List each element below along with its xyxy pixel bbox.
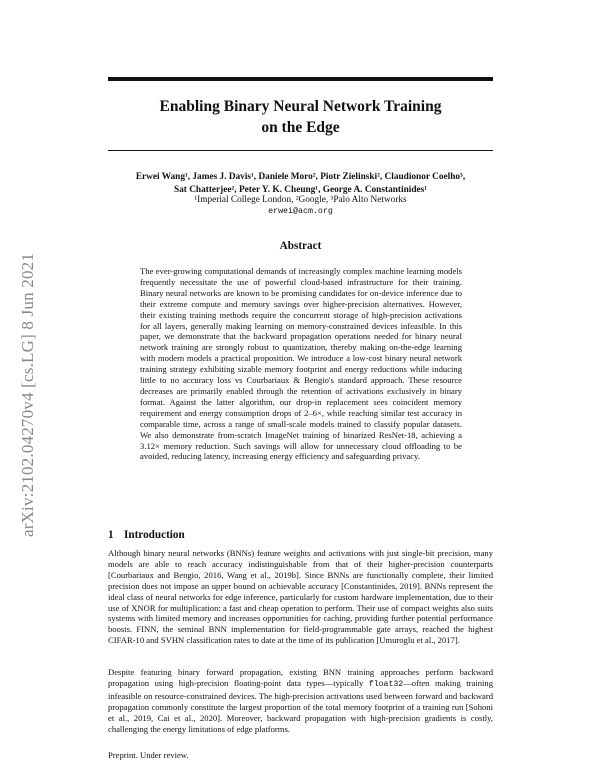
- authors-line-2: Sat Chatterjee², Peter Y. K. Cheung¹, George A. Constantinides¹: [173, 184, 428, 195]
- intro-paragraph-1: Although binary neural networks (BNNs) feature weights and activations with just single-bit precision, many models are able to reach accuracy indistinguishable from that of their higher-precision counterparts [Courbariaux and Bengio, 2016, Wang et al., 2019b]. Since BNNs are functionally complete, their limited precision does not impose an upper bound on achievable accuracy [Constantinides, 2019]. BNNs represent the ideal class of neural networks for edge inference, particularly for custom hardware implementation, due to their use of XNOR for multiplication: a fast and cheap operation to perform. Their use of compact weights also suits systems with limited memory and increases opportunities for caching, providing further potential performance boosts. FINN, the seminal BNN implementation for field-programmable gate arrays, reached the highest CIFAR-10 and SVHN classification rates to date at the time of its publication [Umuroglu et al., 2017].: [108, 548, 493, 646]
- abstract-heading: Abstract: [279, 240, 322, 252]
- intro-paragraph-2-part-b: —often making training infeasible on resource-constrained devices. The high-precision activations used between forward and backward propagation commonly constitute the largest proportion of the total memory footprint of a training run [Sohoni et al., 2019, Cai et al., 2020]. Moreover, backward propagation with high-precision gradients is costly, challenging the energy limitations of edge platforms.: [108, 677, 493, 734]
- abstract-text: The ever-growing computational demands of increasingly complex machine learning models frequently necessitate the use of powerful cloud-based infrastructure for their training. Binary neural networks are known to be promising candidates for on-device inference due to their extreme compute and memory savings over higher-precision alternatives. However, their existing training methods require the concurrent storage of high-precision activations for all layers, generally making learning on memory-constrained devices infeasible. In this paper, we demonstrate that the backward propagation operations needed for binary neural network training are strongly robust to quantization, thereby making on-the-edge learning with modern models a practical proposition. We introduce a low-cost binary neural network training strategy exhibiting sizable memory footprint and energy reductions while inducing little to no accuracy loss vs Courbariaux & Bengio's standard approach. These resource decreases are primarily enabled through the retention of activations exclusively in binary format. Against the latter algorithm, our drop-in replacement sees coincident memory requirement and energy consumption drops of 2–6×, while reaching similar test accuracy in comparable time, across a range of small-scale models trained to classify popular datasets. We also demonstrate from-scratch ImageNet training of binarized ResNet-18, achieving a 3.12× memory reduction. Such savings will allow for unnecessary cloud offloading to be avoided, reducing latency, increasing energy efficiency and safeguarding privacy.: [140, 266, 462, 462]
- title-line-1: Enabling Binary Neural Network Training: [159, 98, 442, 115]
- title-rule-top: [108, 77, 493, 81]
- intro-paragraph-2: [108, 667, 493, 734]
- arxiv-identifier: arXiv:2102.04270v4 [cs.LG] 8 Jun 2021: [18, 252, 37, 538]
- section-heading-introduction: [108, 529, 185, 541]
- authors-line-1: Erwei Wang¹, James J. Davis¹, Daniele Moro², Piotr Zielinski², Claudionor Coelho³,: [135, 172, 466, 182]
- title-rule-bottom: [108, 150, 493, 151]
- section-number: 1: [108, 529, 114, 541]
- inline-code-float32: float32: [368, 679, 404, 689]
- preprint-footer: Preprint. Under review.: [108, 750, 189, 760]
- author-email: erwei@acm.org: [268, 207, 333, 216]
- intro-paragraph-2-part-a: Despite featuring binary forward propagation, existing BNN training approaches perform backward propagation using high-precision floating-point data types—typically: [108, 667, 493, 688]
- title-line-2: on the Edge: [261, 119, 340, 136]
- paper-title: [108, 96, 493, 138]
- affiliations: ¹Imperial College London, ²Google, ³Palo Alto Networks: [194, 195, 407, 205]
- arxiv-sidebar: [8, 215, 48, 575]
- author-list: [108, 171, 493, 196]
- section-title: Introduction: [124, 529, 185, 541]
